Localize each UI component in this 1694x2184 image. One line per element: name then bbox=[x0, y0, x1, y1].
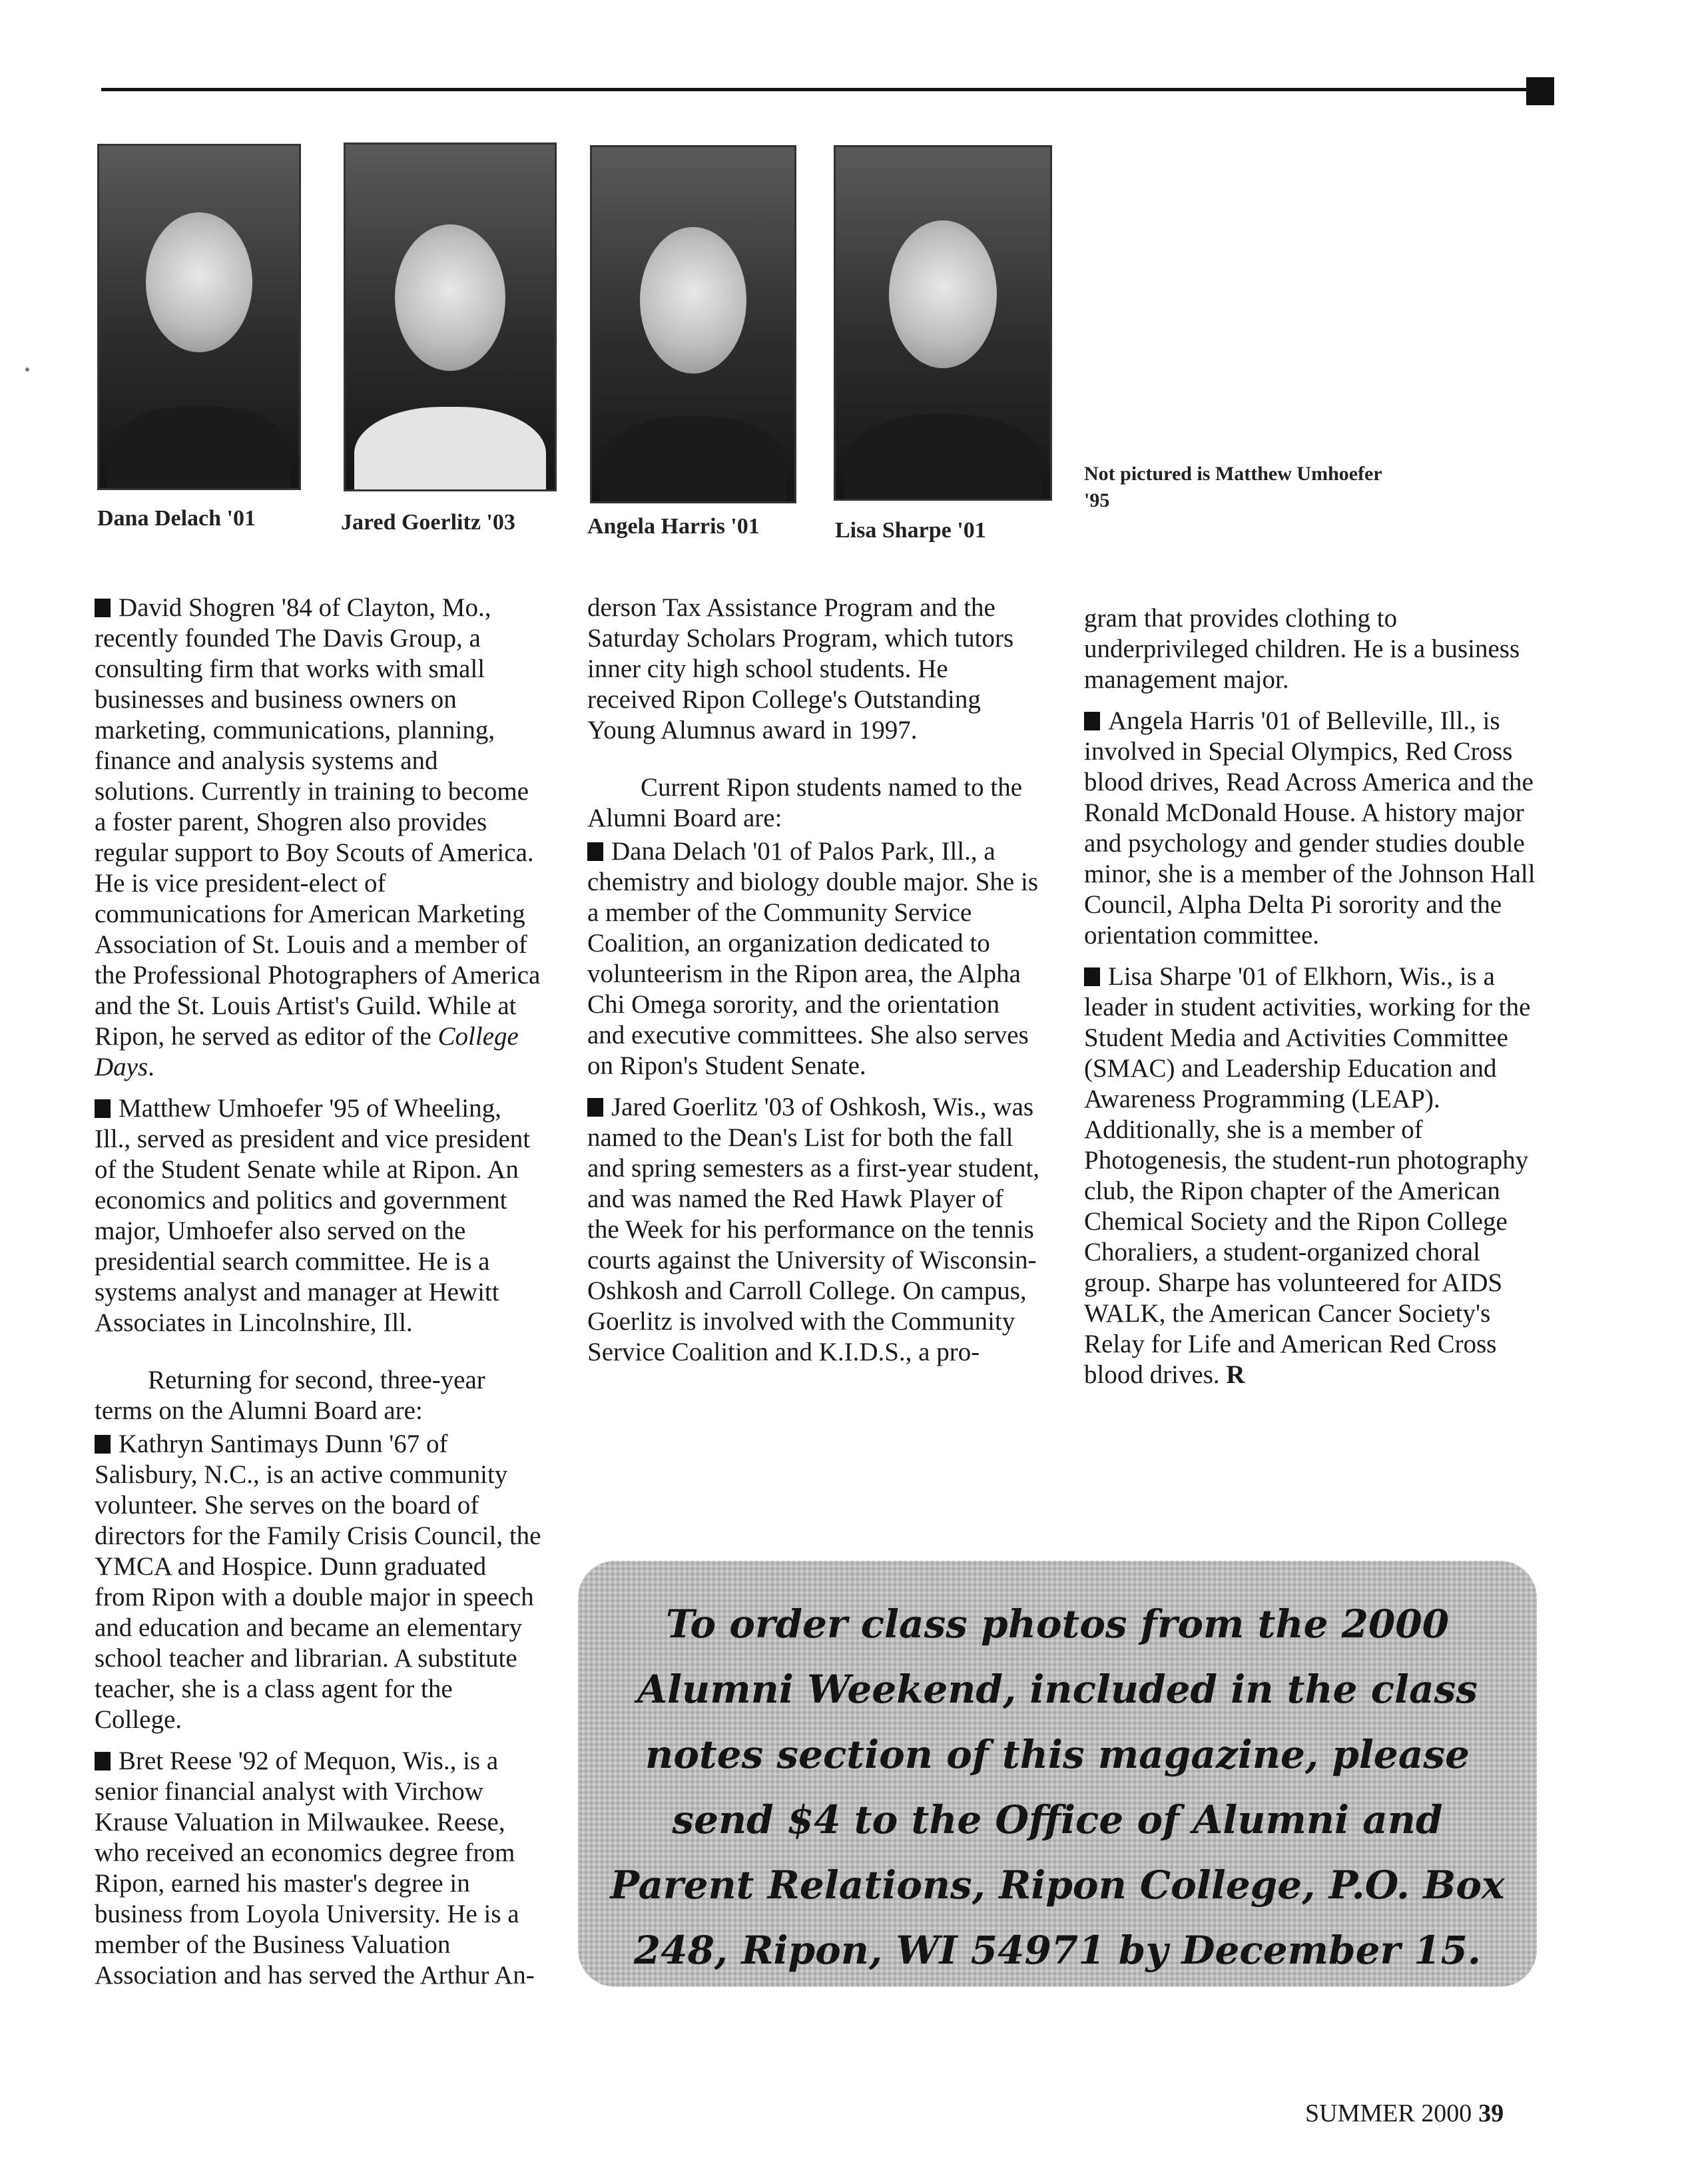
article-column-3 bbox=[1084, 603, 1544, 1401]
page-footer bbox=[1305, 2099, 1504, 2128]
bullet-square-icon bbox=[95, 1099, 111, 1118]
photo-angela-harris bbox=[590, 145, 796, 503]
paragraph: Current Ripon students named to the Alumni Board are: bbox=[587, 773, 1023, 832]
photo-caption: Angela Harris '01 bbox=[587, 514, 760, 539]
page-number: 39 bbox=[1478, 2099, 1504, 2127]
article-column-2 bbox=[587, 593, 1040, 1378]
bullet-square-icon bbox=[95, 1435, 111, 1454]
paragraph: derson Tax Assistance Program and the Saturday Scholars Program, which tutors inner city high school students. He received Ripon College's Outstanding Young Alumnus award in 1997. bbox=[587, 593, 1014, 744]
paragraph: gram that provides clothing to underprivileged children. He is a business management major. bbox=[1084, 604, 1520, 694]
paragraph: Returning for second, three-year terms on the Alumni Board are: bbox=[95, 1366, 485, 1425]
photo-jared-goerlitz bbox=[344, 142, 557, 491]
photo-caption: Jared Goerlitz '03 bbox=[341, 510, 515, 535]
bullet-square-icon bbox=[587, 1098, 603, 1117]
paragraph: David Shogren '84 of Clayton, Mo., recently founded The Davis Group, a consulting firm that works with small businesses and business owners on marketing, communications, planning, finance and analysis systems and solutions. Currently in training to become a foster parent, Shogren also provides regular support to Boy Scouts of America. He is vice president-elect of communications for American Marketing Association of St. Louis and a member of the Professional Photographers of America and the St. Louis Artist's Guild. While at Ripon, he served as editor of the College Days. bbox=[95, 593, 541, 1081]
end-mark: R bbox=[1226, 1360, 1245, 1389]
scan-speck bbox=[25, 368, 29, 372]
paragraph: Matthew Umhoefer '95 of Wheeling, Ill., served as president and vice president of the Student Senate while at Ripon. An economics and politics and government major, Umhoefer also served on the presidential search committee. He is a systems analyst and manager at Hewitt Associates in Lincolnshire, Ill. bbox=[95, 1094, 531, 1337]
paragraph: Angela Harris '01 of Belleville, Ill., is involved in Special Olympics, Red Cross blood drives, Read Across America and the Ronald McDonald House. A history major and psychology and gender studies double minor, she is a member of the Johnson Hall Council, Alpha Delta Pi sorority and the orientation committee. bbox=[1084, 706, 1536, 950]
bullet-square-icon bbox=[95, 1752, 111, 1771]
publication-title: College Days bbox=[95, 1022, 519, 1081]
header-rule bbox=[101, 88, 1526, 91]
not-pictured-caption: Not pictured is Matthew Umhoefer '95 bbox=[1084, 463, 1382, 511]
paragraph: Dana Delach '01 of Palos Park, Ill., a chemistry and biology double major. She is a member of the Community Service Coalition, an organization dedicated to volunteerism in the Ripon area, the Alpha Chi Omega sorority, and the orientation and executive committees. She also serves on Ripon's Student Senate. bbox=[587, 837, 1038, 1080]
paragraph: Jared Goerlitz '03 of Oshkosh, Wis., was named to the Dean's List for both the fall and spring semesters as a first-year student, and was named the Red Hawk Player of the Week for his performance on the tennis courts against the University of Wisconsin-Oshkosh and Carroll College. On campus, Goerlitz is involved with the Community Service Coalition and K.I.D.S., a pro- bbox=[587, 1093, 1040, 1366]
paragraph: Kathryn Santimays Dunn '67 of Salisbury, N.C., is an active community volunteer. She serves on the board of directors for the Family Crisis Council, the YMCA and Hospice. Dunn graduated from Ripon with a double major in speech and education and became an elementary school teacher and librarian. A substitute teacher, she is a class agent for the College. bbox=[95, 1430, 541, 1734]
bullet-square-icon bbox=[95, 599, 111, 617]
issue-label: SUMMER 2000 bbox=[1305, 2099, 1472, 2127]
bullet-square-icon bbox=[587, 842, 603, 861]
order-photos-text: To order class photos from the 2000 Alumni Weekend, included in the class notes section of this magazine, please send $4 to the Office of Alumni and Parent Relations, Ripon College, P.O. Box 248, Ripon, WI 54971 by December 15. bbox=[610, 1601, 1505, 1973]
order-photos-callout bbox=[578, 1561, 1537, 1987]
paragraph: Bret Reese '92 of Mequon, Wis., is a senior financial analyst with Virchow Krause Valuation in Milwaukee. Reese, who received an economics degree from Ripon, earned his master's degree in business from Loyola University. He is a member of the Business Valuation Association and has served the Arthur An- bbox=[95, 1747, 535, 1990]
bullet-square-icon bbox=[1084, 967, 1100, 986]
photo-caption: Lisa Sharpe '01 bbox=[835, 518, 986, 543]
photo-dana-delach bbox=[97, 144, 301, 490]
bullet-square-icon bbox=[1084, 712, 1100, 730]
header-rule-block bbox=[1526, 77, 1554, 105]
photo-caption: Dana Delach '01 bbox=[97, 506, 256, 531]
article-column-1 bbox=[95, 593, 542, 2002]
photo-lisa-sharpe bbox=[834, 145, 1052, 501]
paragraph: Lisa Sharpe '01 of Elkhorn, Wis., is a leader in student activities, working for the Student Media and Activities Committee (SMAC) and Leadership Education and Awareness Programming (LEAP). Additionally, she is a member of Photogenesis, the student-run photography club, the Ripon chapter of the American Chemical Society and the Ripon College Choraliers, a student-organized choral group. Sharpe has volunteered for AIDS WALK, the American Cancer Society's Relay for Life and American Red Cross blood drives. R bbox=[1084, 962, 1531, 1389]
